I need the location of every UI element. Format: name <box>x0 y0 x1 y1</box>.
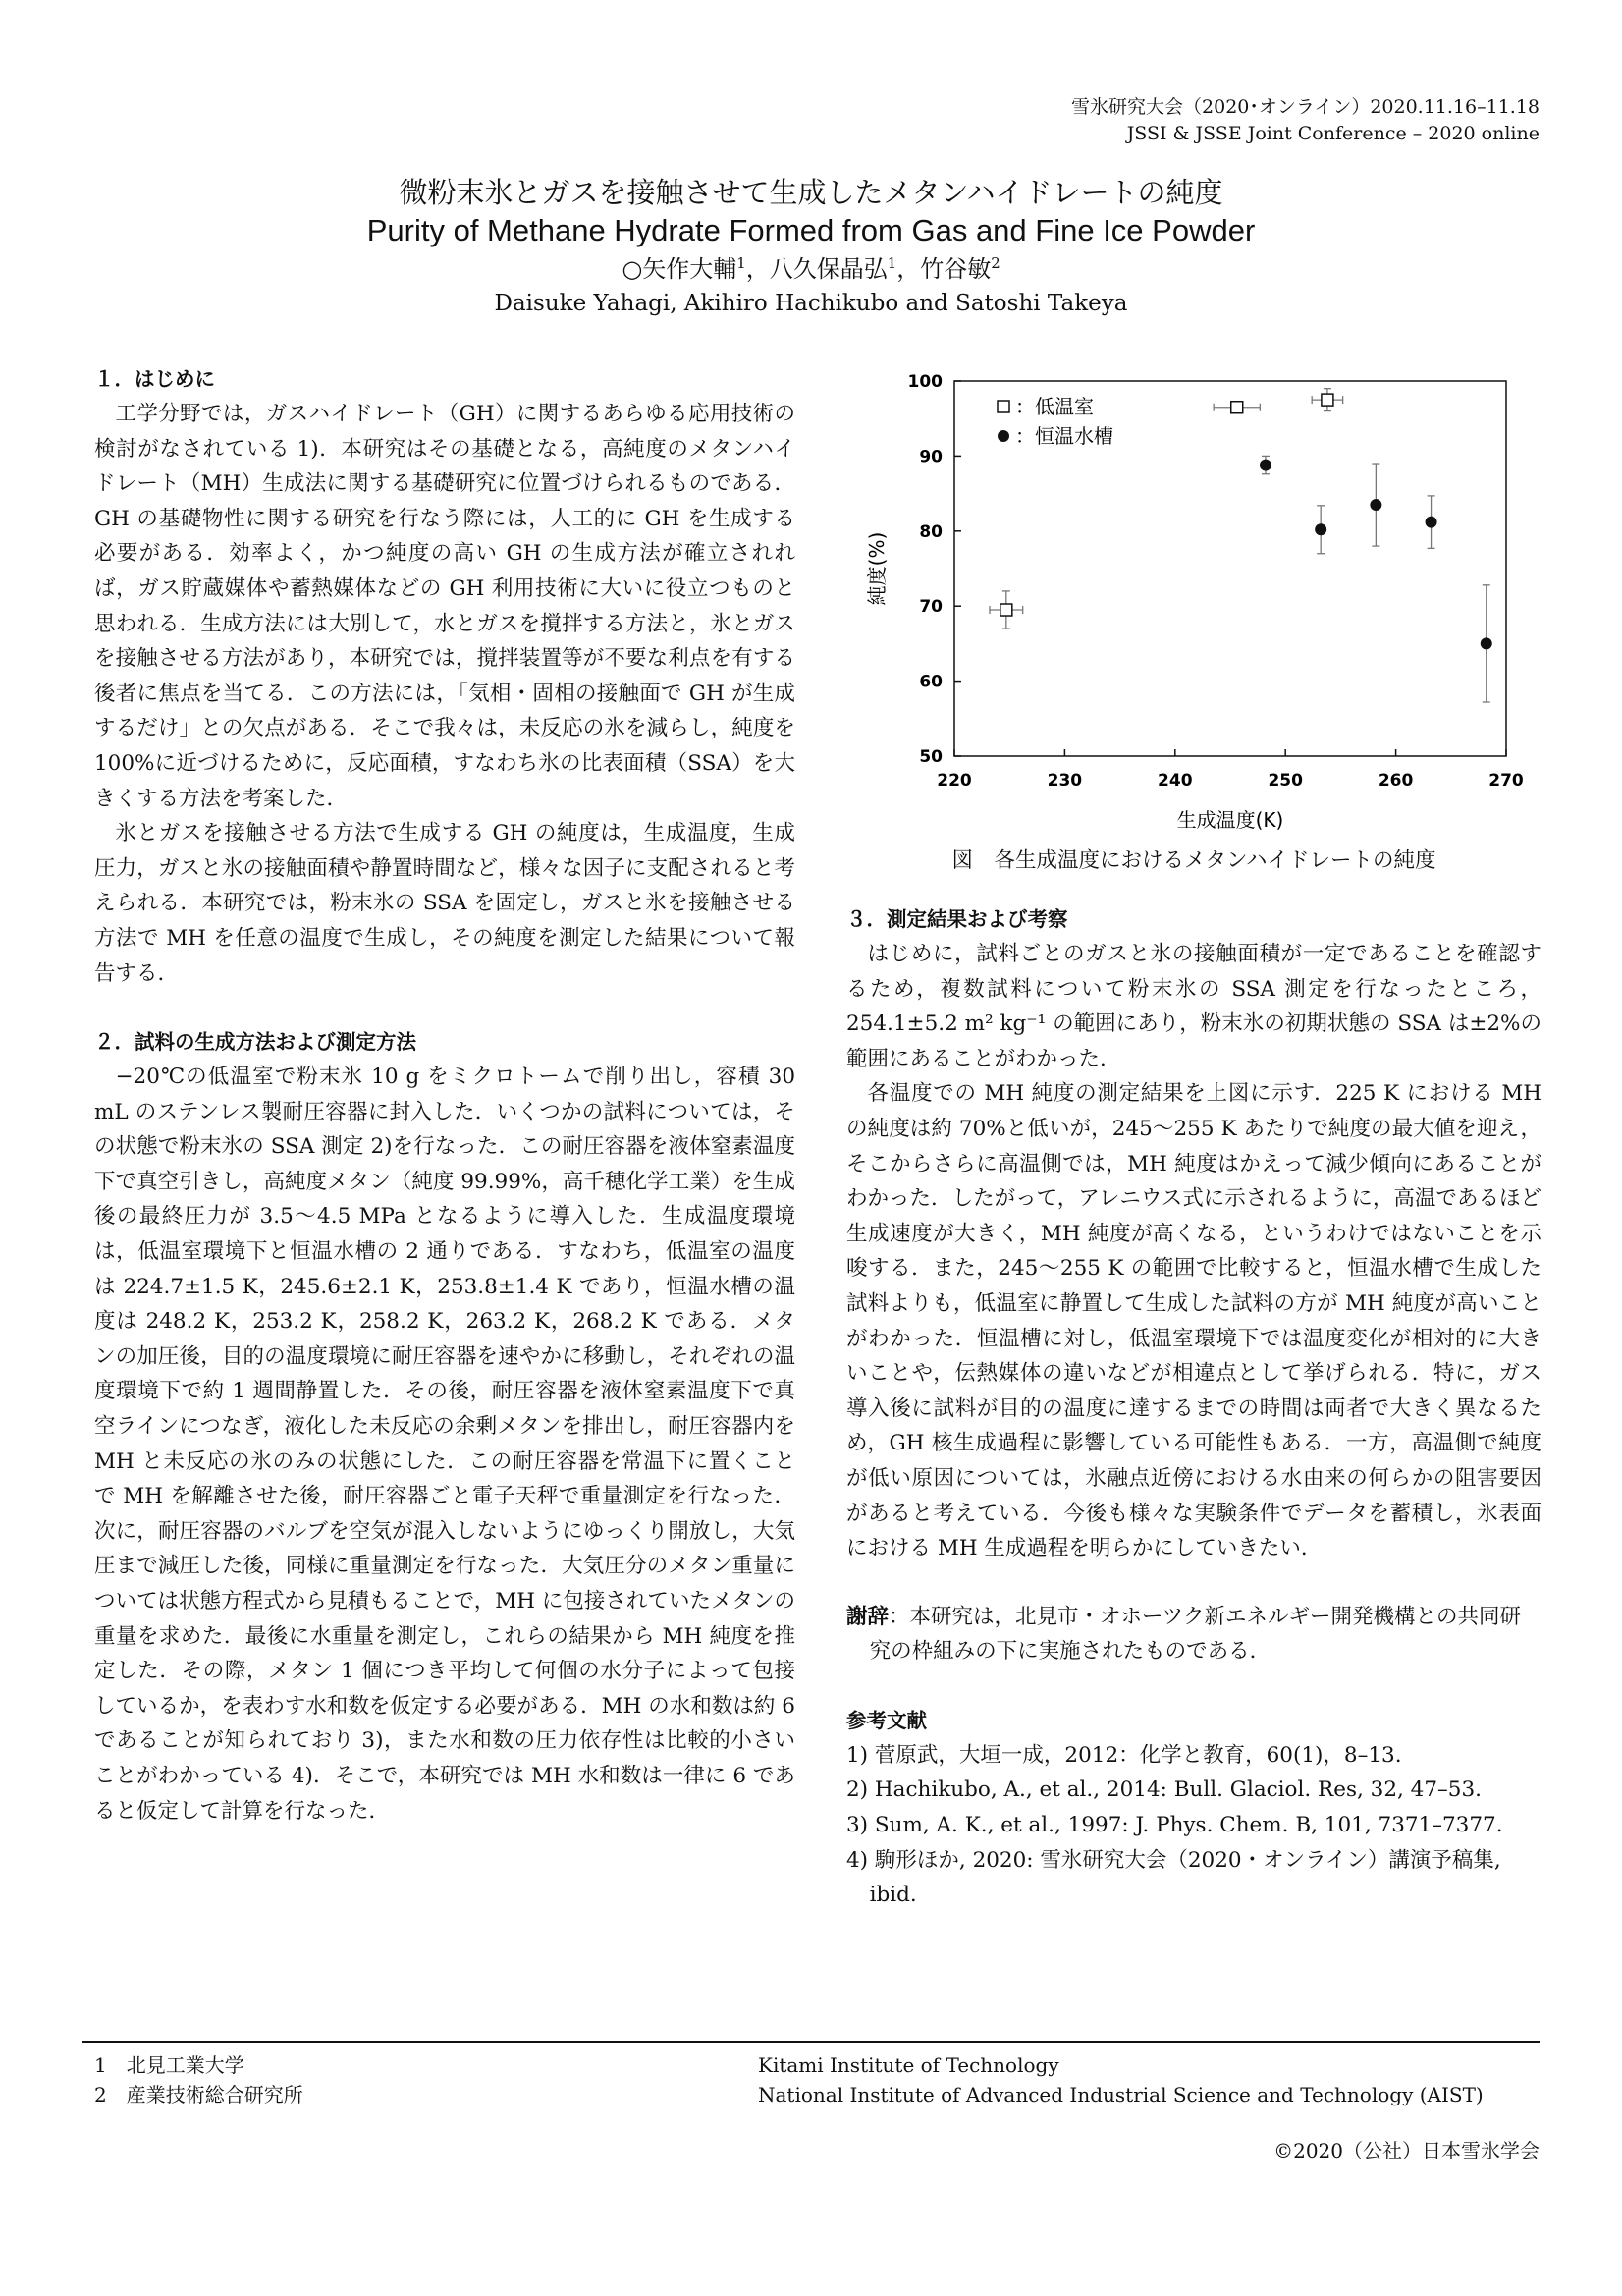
title-block <box>0 173 1622 320</box>
paper-title-en: Purity of Methane Hydrate Formed from Gas and Fine Ice Powder <box>366 213 1256 247</box>
legend-label: ：恒温水槽 <box>1015 424 1113 448</box>
x-tick-label: 260 <box>1378 771 1414 791</box>
author-name: ○矢作大輔 <box>622 255 737 283</box>
authors-ja <box>0 251 1622 287</box>
y-tick-label: 80 <box>919 521 943 542</box>
y-axis-label: 純度(%) <box>865 531 889 606</box>
footnote-affiliation-2: 2 産業技術総合研究所 <box>94 2083 303 2106</box>
author-affiliation: 2 <box>991 254 1000 272</box>
legend-marker-water-bath <box>998 430 1009 442</box>
section-heading-results: ３．測定結果および考察 <box>846 907 1068 931</box>
x-tick-label: 240 <box>1158 771 1193 791</box>
legend-label: ：低温室 <box>1015 395 1094 418</box>
intro-paragraph-2: 氷とガスを接触させる方法で生成する GH の純度は，生成温度，生成圧力，ガスと氷の接触面積や静置時間など，様々な因子に支配されると考えられる．本研究では，粉末氷の SSA を固定し，ガスと氷を接触させる方法で MH を任意の温度で生成し，その純度を測定した結果について報告する． <box>94 821 795 986</box>
legend-marker-low-temp-room <box>998 401 1009 412</box>
right-column <box>846 902 1541 1913</box>
paper-title-ja: 微粉末氷とガスを接触させて生成したメタンハイドレートの純度 <box>399 176 1223 209</box>
data-point-water-bath <box>1370 499 1381 511</box>
acknowledgment-label: 謝辞 <box>846 1604 890 1629</box>
reference-item: 3) Sum, A. K., et al., 1997: J. Phys. Chem. B, 101, 7371–7377. <box>846 1813 1503 1838</box>
data-point-water-bath <box>1481 637 1492 649</box>
methods-paragraph: −20℃の低温室で粉末氷 10 g をミクロトームで削り出し，容積 30 mL のステンレス製耐圧容器に封入した．いくつかの試料については，その状態で粉末氷の SSA 測定 2)を行なった．この耐圧容器を液体窒素温度下で真空引きし，高純度メタン（純度 99.99%，高千穂化学工業）を生成後の最終圧力が 3.5〜4.5 MPa となるように導入した．生成温度環境は，低温室環境下と恒温水槽の 2 通りである．すなわち，低温室の温度は 224.7±1.5 K，245.6±2.1 K，253.8±1.4 K であり，恒温水槽の温度は 248.2 K，253.2 K，258.2 K，263.2 K，268.2 K である．メタンの加圧後，目的の温度環境に耐圧容器を速やかに移動し，それぞれの温度環境下で約 1 週間静置した．その後，耐圧容器を液体窒素温度下で真空ラインにつなぎ，液化した未反応の余剰メタンを排出し，耐圧容器内を MH と未反応の氷のみの状態にした．この耐圧容器を常温下に置くことで MH を解離させた後，耐圧容器ごと電子天秤で重量測定を行なった．次に，耐圧容器のバルブを空気が混入しないようにゆっくり開放し，大気圧まで減圧した後，同様に重量測定を行なった．大気圧分のメタン重量については状態方程式から見積もることで，MH に包接されていたメタンの重量を求めた．最後に水重量を測定し，これらの結果から MH 純度を推定した．その際，メタン 1 個につき平均して何個の水分子によって包接しているか，を表わす水和数を仮定する必要がある．MH の水和数は約 6 であることが知られており 3)，また水和数の圧力依存性は比較的小さいことがわかっている 4)．そこで，本研究では MH 水和数は一律に 6 であると仮定して計算を行なった． <box>94 1065 795 1824</box>
reference-item: 4) 駒形ほか, 2020: 雪氷研究大会（2020・オンライン）講演予稿集, ibid. <box>846 1847 1501 1908</box>
author-separator: ， <box>745 255 770 283</box>
figure-chart <box>846 363 1541 894</box>
author-affiliation: 1 <box>887 254 897 272</box>
conference-header-ja: 雪氷研究大会（2020･オンライン）2020.11.16–11.18 <box>1071 96 1540 118</box>
y-tick-label: 90 <box>919 447 943 467</box>
results-paragraph-2: 各温度での MH 純度の測定結果を上図に示す．225 K における MH の純度は約 70%と低いが，245〜255 K あたりで純度の最大値を迎え，そこからさらに高温側では，MH 純度はかえって減少傾向にあることがわかった．したがって，アレニウス式に示されるように，高温であるほど生成速度が大きく，MH 純度が高くなる，というわけではないことを示唆する．また，245〜255 K の範囲で比較すると，恒温水槽で生成した試料よりも，低温室に静置して生成した試料の方が MH 純度が高いことがわかった．恒温槽に対し，低温室環境下では温度変化が相対的に大きいことや，伝熱媒体の違いなどが相違点として挙げられる．特に，ガス導入後に試料が目的の温度に達するまでの時間は両者で大きく異なるため，GH 核生成過程に影響している可能性もある．一方，高温側で純度が低い原因については，氷融点近傍における水由来の何らかの阻害要因があると考えている．今後も様々な実験条件でデータを蓄積し，氷表面における MH 生成過程を明らかにしていきたい． <box>846 1081 1541 1561</box>
conference-header-en: JSSI & JSSE Joint Conference – 2020 online <box>1126 123 1540 144</box>
copyright: ©2020（公社）日本雪氷学会 <box>1273 2139 1540 2162</box>
y-tick-label: 100 <box>907 372 943 392</box>
acknowledgment <box>846 1600 1541 1669</box>
author-name: 八久保晶弘 <box>769 255 888 283</box>
data-point-water-bath <box>1426 517 1437 528</box>
reference-item: 2) Hachikubo, A., et al., 2014: Bull. Glaciol. Res, 32, 47–53. <box>846 1777 1482 1803</box>
purity-scatter-chart <box>846 363 1541 854</box>
y-tick-label: 60 <box>919 672 943 692</box>
data-point-water-bath <box>1315 523 1326 535</box>
data-point-low-temp-room <box>1322 394 1333 406</box>
author-affiliation: 1 <box>736 254 746 272</box>
data-point-low-temp-room <box>1231 402 1243 413</box>
reference-item: 1) 菅原武，大垣一成，2012：化学と教育，60(1)，8–13. <box>846 1742 1402 1768</box>
footnotes-en <box>758 2050 1484 2109</box>
x-tick-label: 270 <box>1488 771 1524 791</box>
data-point-low-temp-room <box>1000 604 1012 616</box>
data-point-water-bath <box>1260 460 1271 471</box>
y-tick-label: 70 <box>919 597 943 618</box>
results-paragraph-1: はじめに，試料ごとのガスと氷の接触面積が一定であることを確認するため，複数試料について粉末氷の SSA 測定を行なったところ，254.1±5.2 m² kg⁻¹ の範囲にあり，粉末氷の初期状態の SSA は±2%の範囲にあることがわかった． <box>846 942 1541 1071</box>
authors-en: Daisuke Yahagi, Akihiro Hachikubo and Satoshi Takeya <box>494 291 1128 316</box>
footnotes-ja <box>94 2050 303 2109</box>
x-tick-label: 220 <box>937 771 972 791</box>
acknowledgment-text: ：本研究は，北見市・オホーツク新エネルギー開発機構との共同研究の枠組みの下に実施されたものである． <box>869 1604 1521 1665</box>
intro-paragraph-1: 工学分野では，ガスハイドレート（GH）に関するあらゆる応用技術の検討がなされている 1)．本研究はその基礎となる，高純度のメタンハイドレート（MH）生成法に関する基礎研究に位置づけられるものである．GH の基礎物性に関する研究を行なう際には，人工的に GH を生成する必要がある．効率よく，かつ純度の高い GH の生成方法が確立されれば，ガス貯蔵媒体や蓄熱媒体などの GH 利用技術に大いに役立つものと思われる．生成方法には大別して，水とガスを撹拌する方法と，氷とガスを接触させる方法があり，本研究では，撹拌装置等が不要な利点を有する後者に焦点を当てる．この方法には，「気相・固相の接触面で GH が生成するだけ」との欠点がある．そこで我々は，未反応の氷を減らし，純度を 100%に近づけるために，反応面積，すなわち氷の比表面積（SSA）を大きくする方法を考案した． <box>94 402 795 811</box>
footnote-divider <box>82 2041 1540 2043</box>
x-axis-label: 生成温度(K) <box>1176 808 1284 832</box>
footnote-affiliation-2-en: National Institute of Advanced Industrial Science and Technology (AIST) <box>758 2083 1484 2106</box>
footnote-affiliation-1: 1 北見工業大学 <box>94 2053 244 2077</box>
author-separator: ， <box>896 255 921 283</box>
section-heading-methods: ２．試料の生成方法および測定方法 <box>94 1030 416 1055</box>
left-column <box>94 361 795 1829</box>
section-heading-intro: １．はじめに <box>94 367 215 391</box>
author-name: 竹谷敏 <box>920 255 992 283</box>
figure-caption: 図 各生成温度におけるメタンハイドレートの純度 <box>951 848 1436 873</box>
x-tick-label: 230 <box>1047 771 1083 791</box>
conference-header <box>1071 94 1540 147</box>
footnote-affiliation-1-en: Kitami Institute of Technology <box>758 2053 1059 2077</box>
y-tick-label: 50 <box>919 747 943 767</box>
x-tick-label: 250 <box>1268 771 1303 791</box>
references-heading: 参考文献 <box>846 1708 927 1732</box>
